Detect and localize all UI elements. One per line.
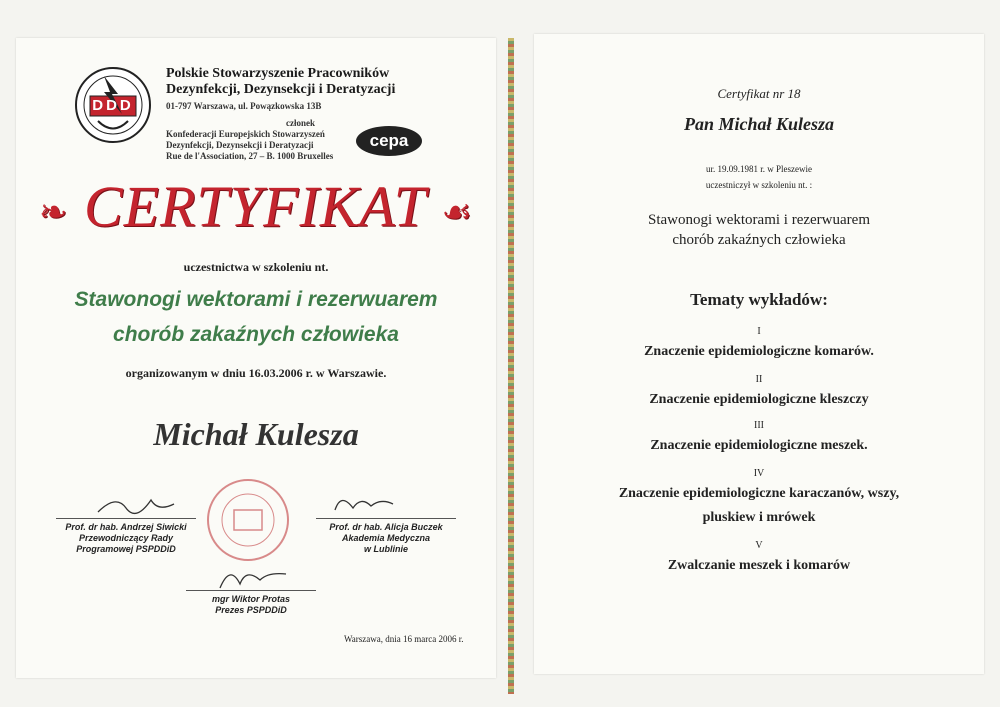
signature-line-2	[316, 518, 456, 519]
sig2-role1: Akademia Medyczna	[341, 533, 431, 543]
lecture-4-num: IV	[753, 468, 765, 479]
certificate-number: Certyfikat nr 18	[717, 86, 801, 101]
recipient-name-back: Pan Michał Kulesza	[683, 114, 835, 134]
confed-line1: Konfederacji Europejskich Stowarzyszeń	[166, 129, 325, 139]
participation-info: uczestniczył w szkoleniu nt. :	[705, 180, 813, 190]
recipient-name: Michał Kulesza	[153, 416, 359, 452]
commission-stamp	[206, 478, 290, 562]
sig2-name: Prof. dr hab. Alicja Buczek	[329, 522, 443, 532]
lecture-1-text: Znaczenie epidemiologiczne komarów.	[644, 344, 874, 359]
confed-line2: Dezynfekcji, Dezynsekcji i Deratyzacji	[166, 140, 314, 150]
sig1-role2: Programowej PSPDDiD	[76, 544, 176, 554]
signature-3-scribble	[216, 562, 296, 597]
lecture-2-text: Znaczenie epidemiologiczne kleszczy	[649, 392, 869, 407]
place-date: Warszawa, dnia 16 marca 2006 r.	[344, 634, 464, 644]
certificate-back-page	[534, 34, 984, 674]
lecture-4-text-cont: pluskiew i mrówek	[702, 510, 816, 525]
confederation-info	[166, 129, 333, 162]
member-label: członek	[286, 118, 315, 128]
sig3-name: mgr Wiktor Protas	[212, 594, 290, 604]
certificate-title	[16, 173, 496, 240]
logo-text: DDD	[92, 97, 134, 114]
sig2-role2: w Lublinie	[364, 544, 408, 554]
lecture-1-num: I	[757, 326, 761, 337]
signature-line-3	[186, 590, 316, 591]
lecture-3-text: Znaczenie epidemiologiczne meszek.	[650, 438, 868, 453]
topic-back-line2: chorób zakaźnych człowieka	[672, 232, 846, 248]
org-name-line2: Dezynfekcji, Dezynsekcji i Deratyzacji	[166, 82, 396, 97]
lectures-title: Tematy wykładów:	[690, 290, 828, 309]
signature-1	[36, 522, 216, 555]
sig1-role1: Przewodniczący Rady	[78, 533, 174, 543]
lecture-3-num: III	[754, 420, 764, 431]
organized-date: organizowanym w dniu 16.03.2006 r. w Warszawie.	[125, 366, 387, 380]
topic-line2: chorób zakaźnych człowieka	[113, 323, 399, 346]
sig1-name: Prof. dr hab. Andrzej Siwicki	[65, 522, 187, 532]
right-ornament: ☙	[441, 194, 473, 232]
signature-line-1	[56, 518, 196, 519]
topic-back-line1: Stawonogi wektorami i rezerwuarem	[647, 212, 870, 228]
org-name-line1: Polskie Stowarzyszenie Pracowników	[166, 66, 390, 81]
signature-2	[296, 522, 476, 555]
lecture-2-num: II	[755, 374, 763, 385]
topic-line1: Stawonogi wektorami i rezerwuarem	[74, 288, 438, 311]
cepa-logo: cepa	[356, 126, 422, 156]
certificate-front-page	[16, 38, 496, 678]
lecture-5-text: Zwalczanie meszek i komarów	[667, 558, 851, 573]
title-text: CERTYFIKAT	[84, 174, 426, 239]
organization-name	[166, 66, 395, 98]
signature-3	[161, 594, 341, 616]
left-ornament: ❧	[39, 194, 69, 232]
participation-label: uczestnictwa w szkoleniu nt.	[183, 260, 329, 274]
lecture-5-num: V	[755, 540, 763, 551]
page-divider	[508, 38, 514, 694]
birth-info: ur. 19.09.1981 r. w Pleszewie	[706, 164, 812, 174]
lecture-4-text: Znaczenie epidemiologiczne karaczanów, wszy,	[618, 486, 900, 501]
confed-address: Rue de l'Association, 27 – B. 1000 Bruxelles	[166, 151, 334, 161]
org-address: 01-797 Warszawa, ul. Powązkowska 13B	[166, 101, 322, 111]
sig3-role: Prezes PSPDDiD	[215, 605, 287, 615]
association-logo	[74, 66, 152, 144]
